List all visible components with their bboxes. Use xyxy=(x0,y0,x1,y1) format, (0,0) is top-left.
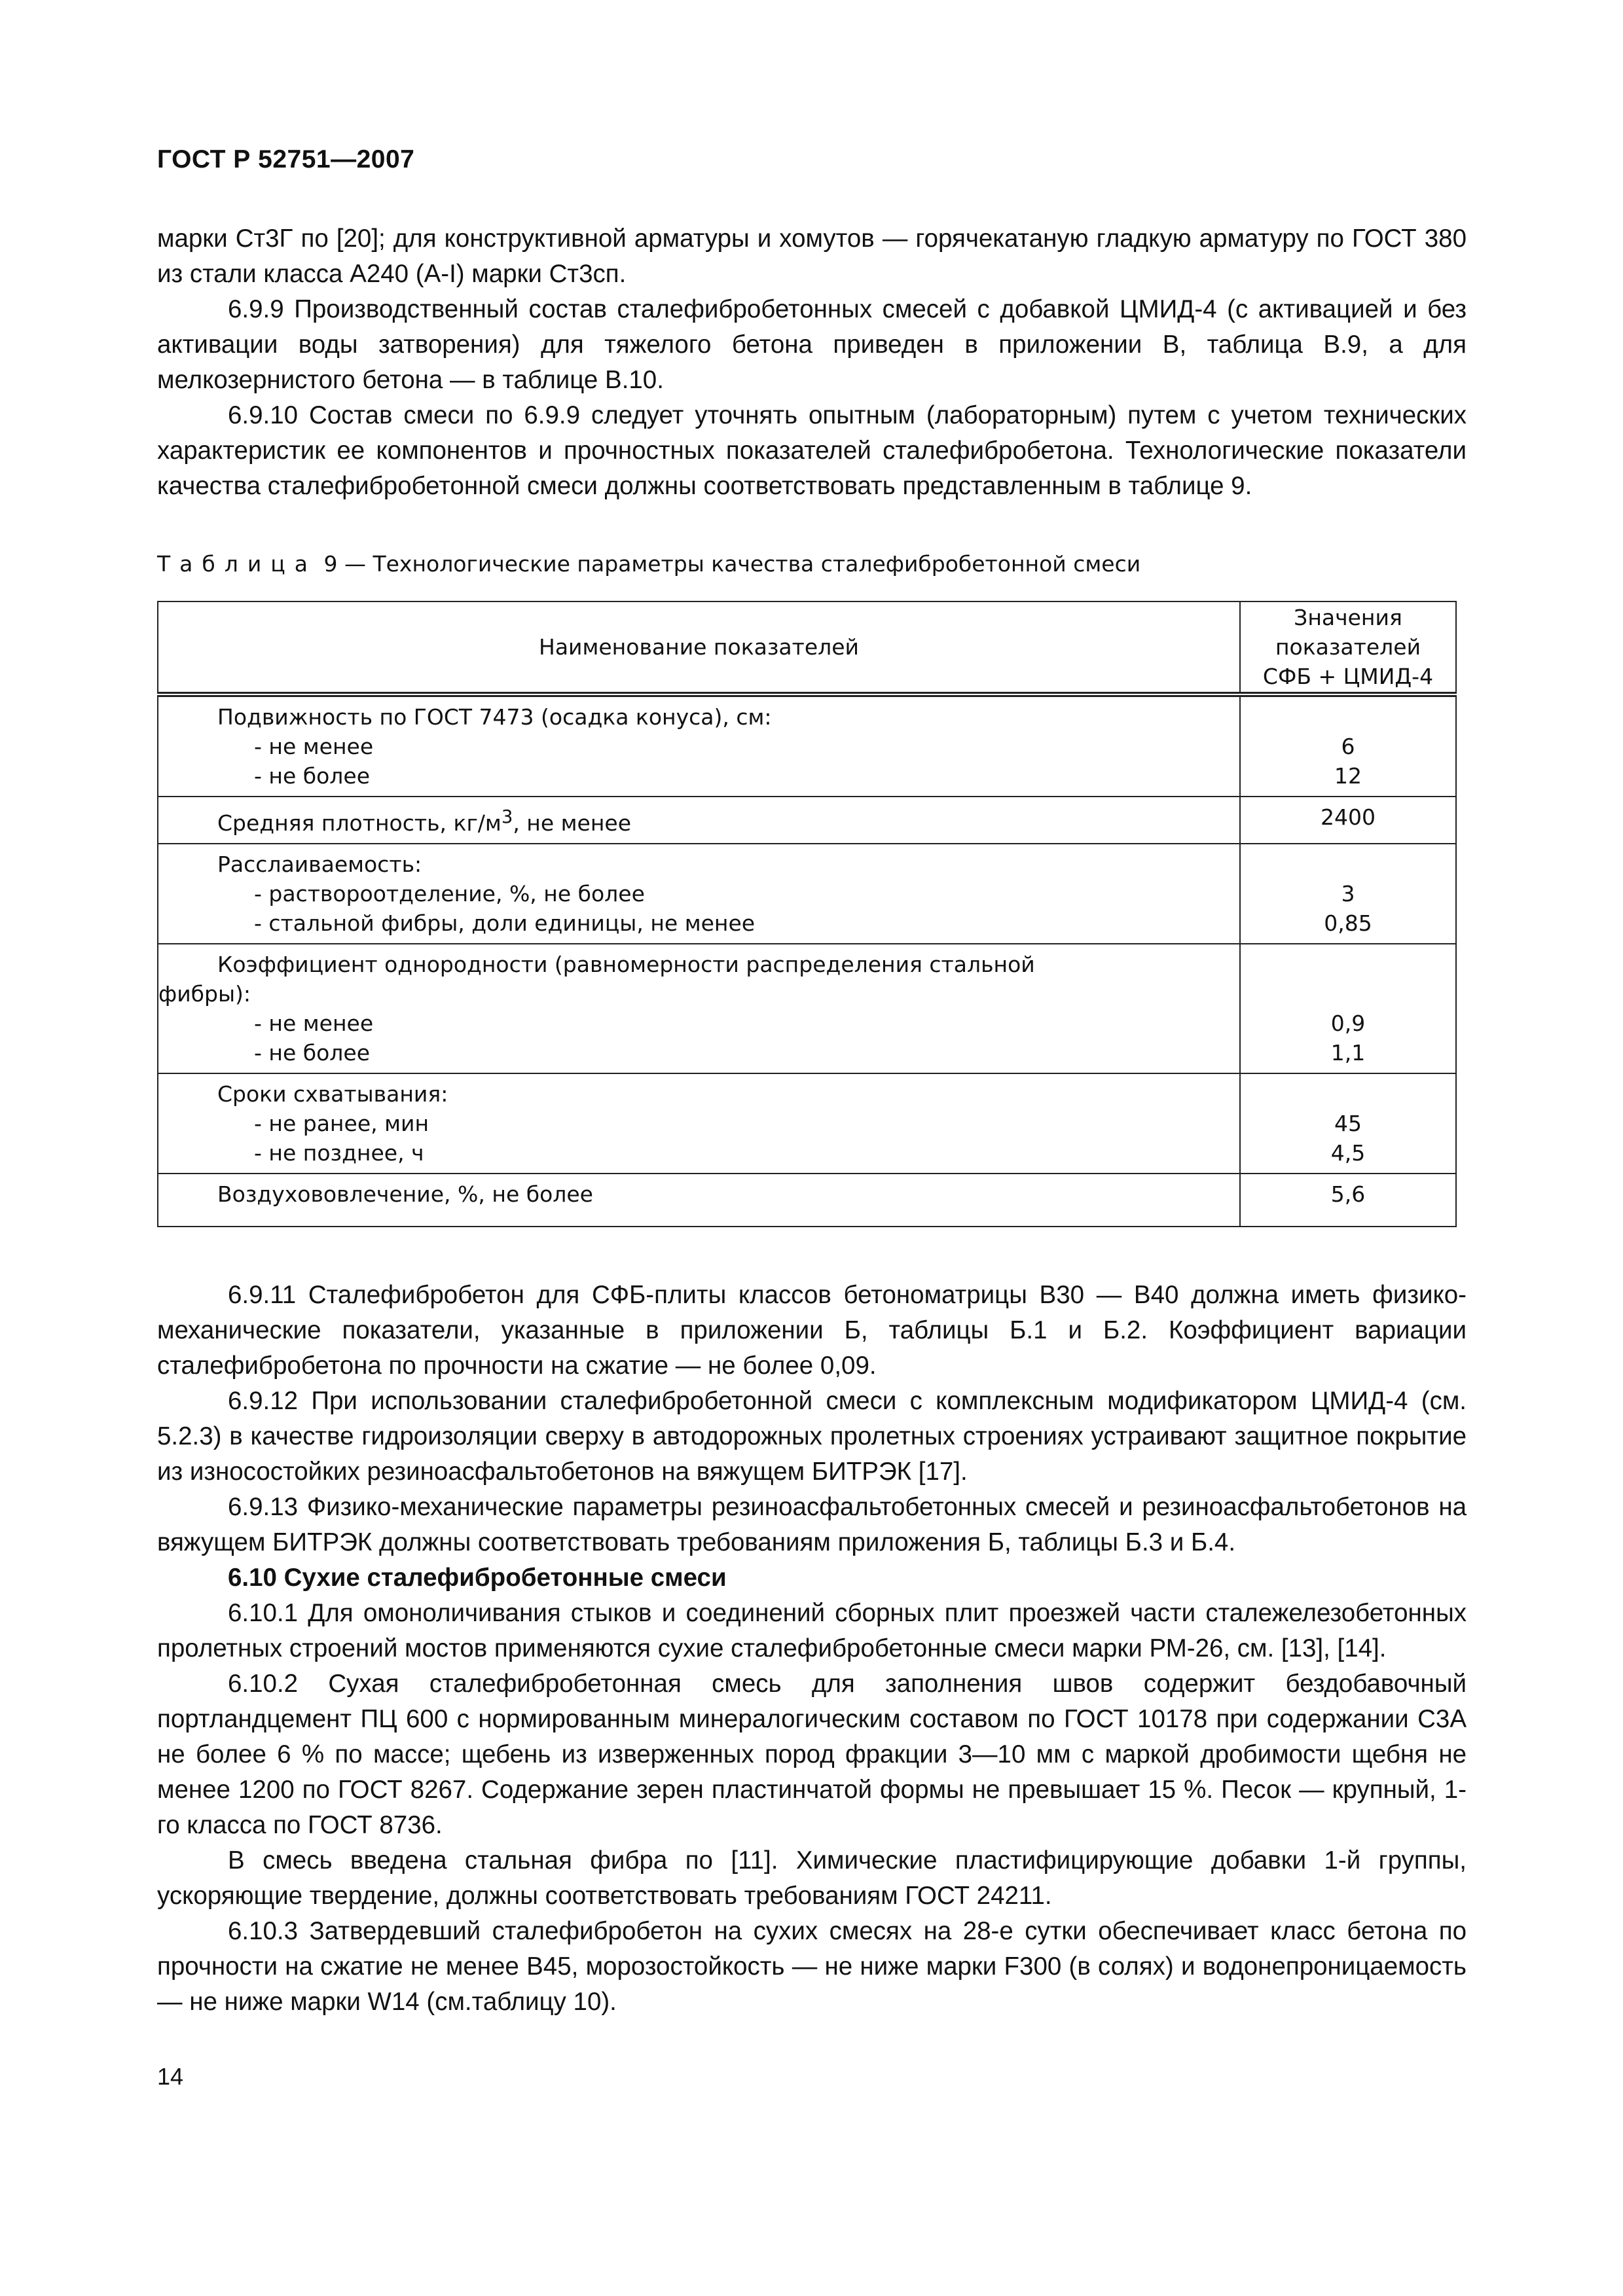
table-row xyxy=(158,797,1456,844)
table-row xyxy=(158,844,1456,944)
row-value: 3 0,85 xyxy=(1240,844,1456,944)
paragraph-6-9-11: 6.9.11 Сталефибробетон для СФБ-плиты классов бетономатрицы В30 — В40 должна иметь физико-механические показатели, указанные в приложении Б, таблицы Б.1 и Б.2. Коэффициент вариации сталефибробетона по прочности на сжатие — не более 0,09. xyxy=(157,1281,1467,1380)
paragraph-6-9-12: 6.9.12 При использовании сталефибробетонной смеси с комплексным модификатором ЦМИД-4 (см. 5.2.3) в качестве гидроизоляции сверху в автодорожных пролетных строениях устраивают защитное покрытие из износостойких резиноасфальтобетонов на вяжущем БИТРЭК [17]. xyxy=(157,1387,1467,1486)
paragraph-6-9-13: 6.9.13 Физико-механические параметры резиноасфальтобетонных смесей и резиноасфальтобетонов на вяжущем БИТРЭК должны соответствовать требованиям приложения Б, таблицы Б.3 и Б.4. xyxy=(157,1493,1467,1556)
page-number: 14 xyxy=(157,2063,184,2090)
row-label: Воздухововлечение, %, не более xyxy=(158,1174,1240,1227)
top-text-block xyxy=(157,221,1467,504)
caption-text: — Технологические параметры качества сталефибробетонной смеси xyxy=(344,551,1141,577)
paragraph: марки Ст3Г по [20]; для конструктивной арматуры и хомутов — горячекатаную гладкую арматуру по ГОСТ 380 из стали класса А240 (А-I) марки Ст3сп. xyxy=(157,224,1467,288)
document-header: ГОСТ Р 52751—2007 xyxy=(157,145,415,173)
row-value: 0,9 1,1 xyxy=(1240,944,1456,1073)
row-label: Подвижность по ГОСТ 7473 (осадка конуса), см: - не менее - не более xyxy=(158,694,1240,797)
row-value: 2400 xyxy=(1240,797,1456,844)
table-caption xyxy=(157,551,1140,577)
table-row xyxy=(158,944,1456,1073)
paragraph-6-9-9: 6.9.9 Производственный состав сталефибробетонных смесей с добавкой ЦМИД-4 (с активацией и без активации воды затворения) для тяжелого бетона приведен в приложении В, таблица В.9, а для мелкозернистого бетона — в таблице В.10. xyxy=(157,295,1467,394)
row-value: 45 4,5 xyxy=(1240,1073,1456,1174)
row-value: 5,6 xyxy=(1240,1174,1456,1227)
caption-number: 9 xyxy=(323,551,338,577)
col-header-values: Значения показателей СФБ + ЦМИД-4 xyxy=(1240,601,1456,694)
table-row xyxy=(158,1174,1456,1227)
paragraph-6-10-3: 6.10.3 Затвердевший сталефибробетон на сухих смесях на 28-е сутки обеспечивает класс бетона по прочности на сжатие не менее В45, морозостойкость — не ниже марки F300 (в солях) и водонепроницаемость — не ниже марки W14 (см.таблицу 10). xyxy=(157,1917,1467,2016)
paragraph-fibre: В смесь введена стальная фибра по [11]. Химические пластифицирующие добавки 1-й группы, ускоряющие твердение, должны соответствовать требованиям ГОСТ 24211. xyxy=(157,1846,1467,1910)
table-row xyxy=(158,694,1456,797)
table-row xyxy=(158,1073,1456,1174)
row-label: Сроки схватывания: - не ранее, мин - не позднее, ч xyxy=(158,1073,1240,1174)
row-label: Коэффициент однородности (равномерности распределения стальной фибры): - не менее - не более xyxy=(158,944,1240,1073)
caption-label: Таблица xyxy=(157,551,317,577)
paragraph-6-10-2: 6.10.2 Сухая сталефибробетонная смесь для заполнения швов содержит бездобавочный портландцемент ПЦ 600 с нормированным минералогическим составом по ГОСТ 10178 при содержании С3А не более 6 % по массе; щебень из изверженных пород фракции 3—10 мм с маркой дробимости щебня не менее 1200 по ГОСТ 8267. Содержание зерен пластинчатой формы не превышает 15 %. Песок — крупный, 1-го класса по ГОСТ 8736. xyxy=(157,1670,1467,1839)
table-header-row xyxy=(158,601,1456,694)
bottom-text-block xyxy=(157,1278,1467,2020)
paragraph-6-9-10: 6.9.10 Состав смеси по 6.9.9 следует уточнять опытным (лабораторным) путем с учетом технических характеристик ее компонентов и прочностных показателей сталефибробетона. Технологические показатели качества сталефибробетонной смеси должны соответствовать представленным в таблице 9. xyxy=(157,401,1467,500)
section-heading: 6.10 Сухие сталефибробетонные смеси xyxy=(228,1564,727,1592)
table-9 xyxy=(157,601,1457,1227)
row-label: Расслаиваемость: - раствороотделение, %, не более - стальной фибры, доли единицы, не менее xyxy=(158,844,1240,944)
row-value: 6 12 xyxy=(1240,694,1456,797)
row-label: Средняя плотность, $кг/м^3$, не менее xyxy=(158,797,1240,844)
paragraph-6-10-1: 6.10.1 Для омоноличивания стыков и соединений сборных плит проезжей части сталежелезобетонных пролетных строений мостов применяются сухие сталефибробетонные смеси марки РМ-26, см. [13], [14]. xyxy=(157,1599,1467,1662)
col-header-name: Наименование показателей xyxy=(158,601,1240,694)
